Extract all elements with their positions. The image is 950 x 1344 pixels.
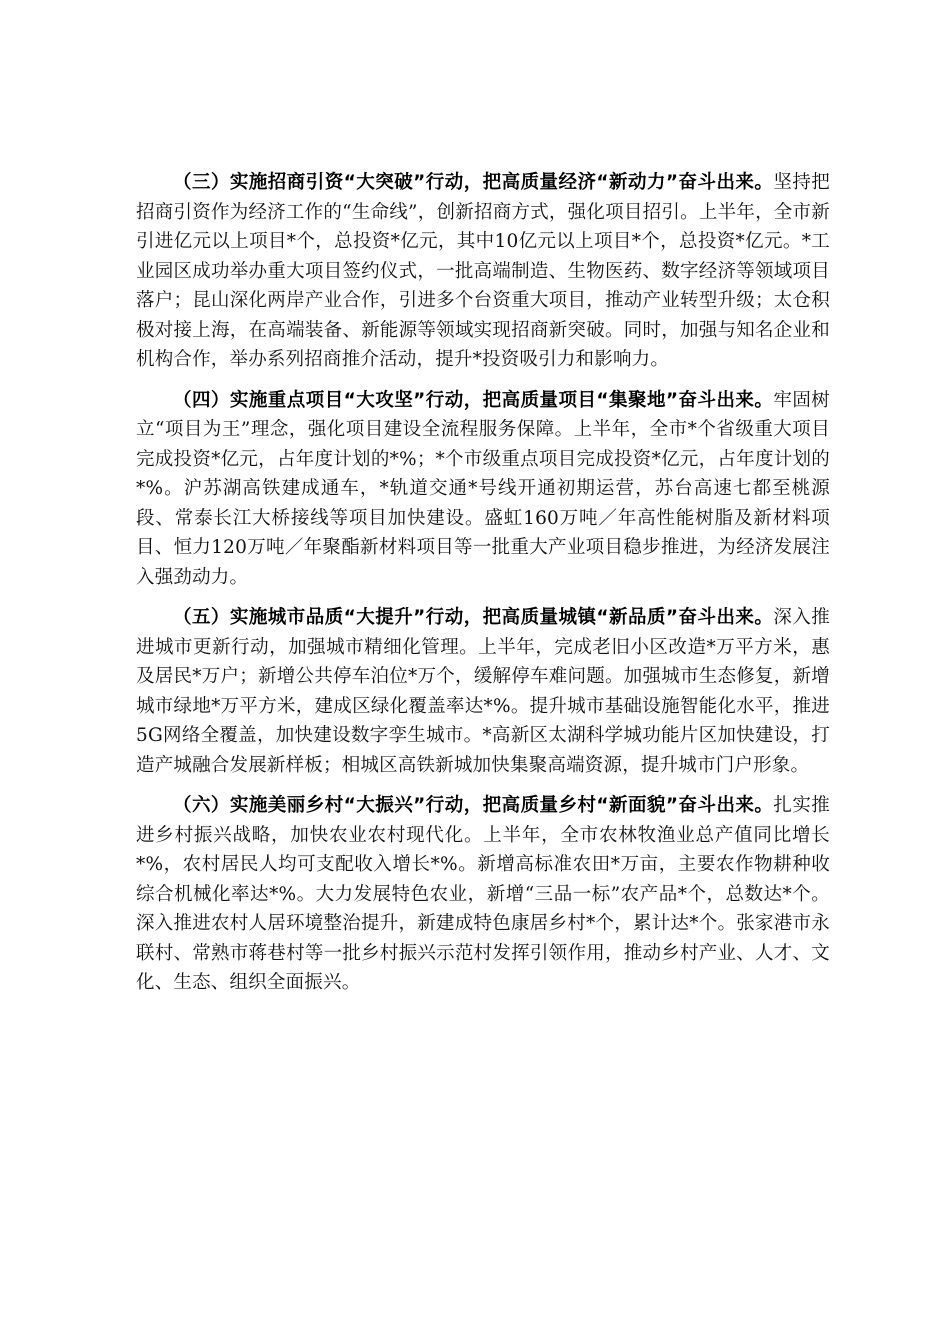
section-4-body: 牢固树立“项目为王”理念，强化项目建设全流程服务保障。上半年，全市*个省级重大项目完成投资*亿元，占年度计划的*%；*个市级重点项目完成投资*亿元，占年度计划的*%。沪苏湖高铁建成通车，*轨道交通*号线开通初期运营，苏台高速七都至桃源段、常泰长江大桥接线等项目加快建设。盛虹160万吨／年高性能树脂及新材料项目、恒力120万吨／年聚酯新材料项目等一批重大产业项目稳步推进，为经济发展注入强劲动力。 — [136, 389, 830, 588]
paragraph-section-3 — [136, 168, 830, 375]
section-3-body: 坚持把招商引资作为经济工作的“生命线”，创新招商方式，强化项目招引。上半年，全市新引进亿元以上项目*个，总投资*亿元，其中10亿元以上项目*个，总投资*亿元。*工业园区成功举办重大项目签约仪式，一批高端制造、生物医药、数字经济等领域项目落户；昆山深化两岸产业合作，引进多个台资重大项目，推动产业转型升级；太仓积极对接上海，在高端装备、新能源等领域实现招商新突破。同时，加强与知名企业和机构合作，举办系列招商推介活动，提升*投资吸引力和影响力。 — [136, 172, 830, 370]
document-body — [136, 168, 830, 1009]
section-5-body: 深入推进城市更新行动，加强城市精细化管理。上半年，完成老旧小区改造*万平方米，惠及居民*万户；新增公共停车泊位*万个，缓解停车难问题。加强城市生态修复，新增城市绿地*万平方米，建成区绿化覆盖率达*%。提升城市基础设施智能化水平，推进5G网络全覆盖，加快建设数字孪生城市。*高新区太湖科学城功能片区加快建设，打造产城融合发展新样板；相城区高铁新城加快集聚高端资源，提升城市门户形象。 — [136, 607, 830, 776]
section-6-heading: （六）实施美丽乡村“大振兴”行动，把高质量乡村“新面貌”奋斗出来。 — [173, 795, 774, 816]
section-6-body: 扎实推进乡村振兴战略，加快农业农村现代化。上半年，全市农林牧渔业总产值同比增长*%，农村居民人均可支配收入增长*%。新增高标准农田*万亩，主要农作物耕种收综合机械化率达*%。大力发展特色农业，新增“三品一标”农产品*个，总数达*个。深入推进农村人居环境整治提升，新建成特色康居乡村*个，累计达*个。张家港市永联村、常熟市蒋巷村等一批乡村振兴示范村发挥引领作用，推动乡村产业、人才、文化、生态、组织全面振兴。 — [136, 795, 830, 993]
paragraph-section-5 — [136, 603, 830, 780]
section-4-heading: （四）实施重点项目“大攻坚”行动，把高质量项目“集聚地”奋斗出来。 — [173, 389, 774, 411]
paragraph-section-6 — [136, 791, 830, 998]
paragraph-section-4 — [136, 386, 830, 593]
section-3-heading: （三）实施招商引资“大突破”行动，把高质量经济“新动力”奋斗出来。 — [173, 172, 774, 193]
section-5-heading: （五）实施城市品质“大提升”行动，把高质量城镇“新品质”奋斗出来。 — [173, 607, 774, 628]
